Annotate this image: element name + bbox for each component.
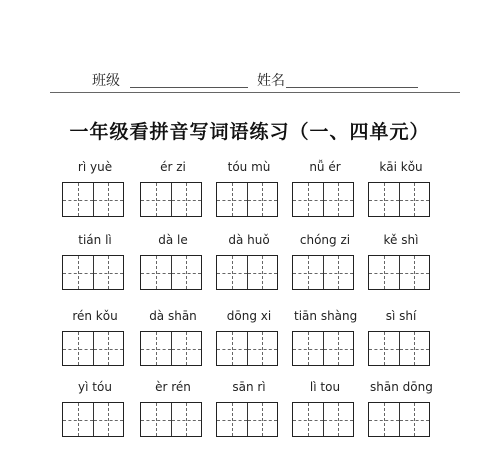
writing-cell[interactable] <box>369 332 399 365</box>
writing-cell[interactable] <box>171 332 202 365</box>
writing-cell[interactable] <box>369 403 399 436</box>
tianzige-grid[interactable] <box>292 182 354 217</box>
pinyin-label: chóng zi <box>299 233 351 247</box>
writing-cell[interactable] <box>171 256 202 289</box>
writing-cell[interactable] <box>247 332 278 365</box>
writing-cell[interactable] <box>247 183 278 216</box>
tianzige-grid[interactable] <box>292 402 354 437</box>
writing-cell[interactable] <box>247 256 278 289</box>
pinyin-label: tóu mù <box>227 160 271 174</box>
writing-cell[interactable] <box>323 183 354 216</box>
writing-cell[interactable] <box>293 256 323 289</box>
pinyin-label: dà huǒ <box>228 233 270 247</box>
pinyin-label: tián lì <box>78 233 112 247</box>
tianzige-grid[interactable] <box>216 255 278 290</box>
pinyin-label: yì tóu <box>78 380 112 394</box>
writing-cell[interactable] <box>63 403 93 436</box>
writing-cell[interactable] <box>247 403 278 436</box>
pinyin-label: shān dōng <box>370 380 433 394</box>
writing-cell[interactable] <box>369 183 399 216</box>
tianzige-grid[interactable] <box>140 331 202 366</box>
tianzige-grid[interactable] <box>368 255 430 290</box>
writing-cell[interactable] <box>141 183 171 216</box>
writing-cell[interactable] <box>141 256 171 289</box>
writing-cell[interactable] <box>369 256 399 289</box>
tianzige-grid[interactable] <box>216 402 278 437</box>
pinyin-label: kāi kǒu <box>379 160 423 174</box>
writing-cell[interactable] <box>93 256 124 289</box>
pinyin-label: dōng xi <box>226 309 272 323</box>
writing-cell[interactable] <box>171 403 202 436</box>
tianzige-grid[interactable] <box>140 255 202 290</box>
header-row <box>62 70 458 88</box>
writing-cell[interactable] <box>93 332 124 365</box>
pinyin-label: kě shì <box>383 233 419 247</box>
writing-cell[interactable] <box>63 332 93 365</box>
name-field[interactable] <box>286 87 418 88</box>
tianzige-grid[interactable] <box>216 331 278 366</box>
pinyin-label: èr rén <box>155 380 191 394</box>
writing-cell[interactable] <box>323 403 354 436</box>
class-label: 班级 <box>92 73 120 89</box>
pinyin-label: dà le <box>158 233 188 247</box>
pinyin-label: sān rì <box>232 380 266 394</box>
writing-cell[interactable] <box>141 332 171 365</box>
tianzige-grid[interactable] <box>140 402 202 437</box>
writing-cell[interactable] <box>293 332 323 365</box>
writing-cell[interactable] <box>399 332 430 365</box>
tianzige-grid[interactable] <box>368 182 430 217</box>
writing-cell[interactable] <box>171 183 202 216</box>
tianzige-grid[interactable] <box>368 402 430 437</box>
worksheet-title: 一年级看拼音写词语练习（一、四单元） <box>69 121 430 143</box>
writing-cell[interactable] <box>323 332 354 365</box>
writing-cell[interactable] <box>93 403 124 436</box>
tianzige-grid[interactable] <box>62 255 124 290</box>
pinyin-label: tiān shàng <box>294 309 358 323</box>
pinyin-label: lì tou <box>309 380 341 394</box>
writing-cell[interactable] <box>399 183 430 216</box>
pinyin-label: dà shān <box>149 309 197 323</box>
writing-cell[interactable] <box>399 256 430 289</box>
tianzige-grid[interactable] <box>368 331 430 366</box>
tianzige-grid[interactable] <box>140 182 202 217</box>
pinyin-label: ér zi <box>160 160 186 174</box>
pinyin-label: nǚ ér <box>309 160 341 174</box>
writing-cell[interactable] <box>63 183 93 216</box>
tianzige-grid[interactable] <box>292 255 354 290</box>
pinyin-label: rì yuè <box>77 160 113 174</box>
writing-cell[interactable] <box>293 183 323 216</box>
pinyin-label: sì shí <box>385 309 417 323</box>
writing-cell[interactable] <box>63 256 93 289</box>
tianzige-grid[interactable] <box>62 331 124 366</box>
writing-cell[interactable] <box>217 332 247 365</box>
writing-cell[interactable] <box>217 183 247 216</box>
name-label: 姓名 <box>257 73 285 89</box>
tianzige-grid[interactable] <box>216 182 278 217</box>
writing-cell[interactable] <box>323 256 354 289</box>
pinyin-label: rén kǒu <box>72 309 118 323</box>
writing-cell[interactable] <box>93 183 124 216</box>
writing-cell[interactable] <box>141 403 171 436</box>
writing-cell[interactable] <box>217 403 247 436</box>
class-field[interactable] <box>130 87 248 88</box>
writing-cell[interactable] <box>399 403 430 436</box>
header-rule <box>50 92 460 93</box>
writing-cell[interactable] <box>217 256 247 289</box>
tianzige-grid[interactable] <box>62 402 124 437</box>
writing-cell[interactable] <box>293 403 323 436</box>
tianzige-grid[interactable] <box>292 331 354 366</box>
tianzige-grid[interactable] <box>62 182 124 217</box>
